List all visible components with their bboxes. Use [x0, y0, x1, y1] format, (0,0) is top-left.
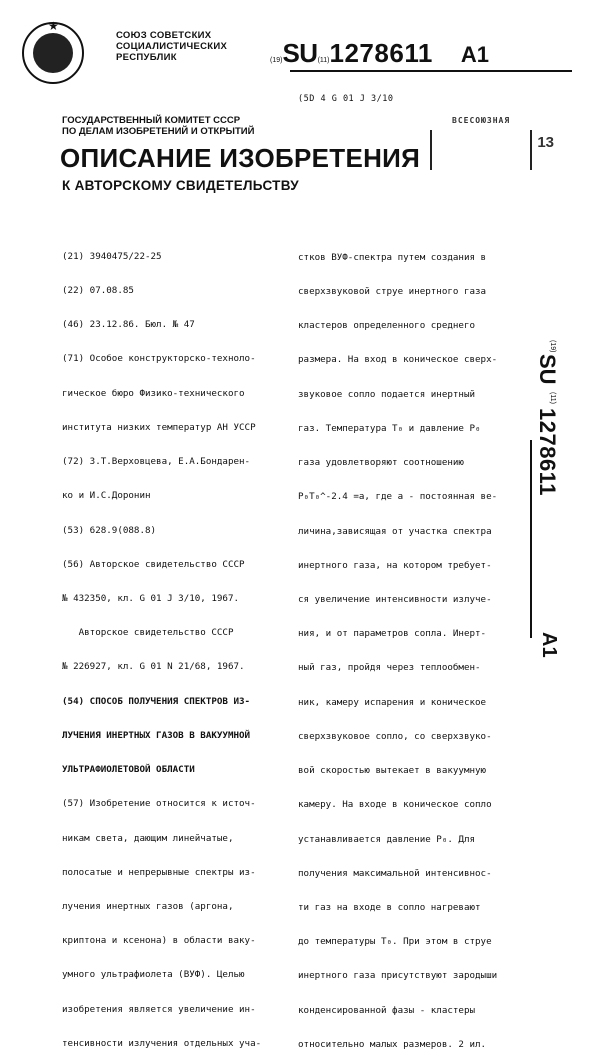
text-line: конденсированной фазы - кластеры [298, 1004, 476, 1016]
text-line: размера. На вход в коническое сверх- [298, 354, 498, 366]
text-line: ник, камеру испарения и коническое [298, 696, 487, 708]
text-line: ся увеличение интенсивности излуче- [298, 594, 492, 605]
text-line: звуковое сопло подается инертный [298, 388, 476, 400]
side-country-code: SU [535, 354, 560, 385]
text-line: вой скоростью вытекает в вакуумную [298, 765, 487, 777]
text-line: (56) Авторское свидетельство СССР [62, 558, 245, 570]
side-patent-number: 1278611 [535, 408, 560, 496]
patent-identifier [270, 38, 489, 68]
text-line: (22) 07.08.85 [62, 285, 134, 297]
text-line: гическое бюро Физико-технического [62, 387, 245, 399]
committee [62, 115, 254, 137]
text-line: (53) 628.9(088.8) [62, 524, 157, 536]
text-line: (57) Изобретение относится к источ- [62, 798, 256, 810]
text-line: относительно малых размеров. 2 ил. [298, 1038, 487, 1050]
text-line: Авторское свидетельство СССР [62, 627, 234, 639]
committee-line: ПО ДЕЛАМ ИЗОБРЕТЕНИЙ И ОТКРЫТИЙ [62, 126, 255, 137]
text-line: ный газ, пройдя через теплообмен- [298, 662, 481, 674]
star-icon: ★ [48, 19, 59, 33]
side-code-19: (19) [549, 340, 556, 353]
text-line: инертного газа, на котором требует- [298, 559, 492, 571]
text-line: стков ВУФ-спектра путем создания в [298, 251, 487, 263]
text-line: изобретения является увеличение ин- [62, 1003, 256, 1015]
text-line: ко и И.С.Доронин [62, 490, 151, 502]
document-title: ОПИСАНИЕ ИЗОБРЕТЕНИЯ [60, 143, 421, 173]
text-line: ти газ на входе в сопло нагревают [298, 901, 481, 913]
invention-title-line: ЛУЧЕНИЯ ИНЕРТНЫХ ГАЗОВ В ВАКУУМНОЙ [62, 729, 251, 741]
text-line: сверхзвуковой струе инертного газа [298, 286, 487, 298]
text-line: никам света, дающим линейчатые, [62, 832, 234, 844]
issuing-state [116, 30, 236, 63]
text-line: ния, и от параметров сопла. Инерт- [298, 628, 487, 640]
text-line: умного ультрафиолета (ВУФ). Целью [62, 969, 245, 981]
side-patent-identifier [532, 340, 560, 670]
kind-code: A1 [460, 42, 489, 67]
text-line: (46) 23.12.86. Бюл. № 47 [62, 319, 195, 331]
state-emblem-icon [22, 19, 84, 84]
ipc-classification: (5D 4 G 01 J 3/10 [298, 94, 394, 104]
text-line: P₀T₀^-2.4 =a, где a - постоянная ве- [298, 491, 498, 503]
document-subtitle: К АВТОРСКОМУ СВИДЕТЕЛЬСТВУ [62, 178, 299, 193]
text-line: устанавливается давление P₀. Для [298, 833, 476, 845]
stamp-text: ВСЕСОЮЗНАЯ [452, 116, 511, 125]
union-line: СОЮЗ СОВЕТСКИХ [116, 30, 212, 41]
text-line: (72) З.Т.Верховцева, Е.А.Бондарен- [62, 456, 251, 468]
invention-title-line: (54) СПОСОБ ПОЛУЧЕНИЯ СПЕКТРОВ ИЗ- [62, 695, 251, 707]
text-line: полосатые и непрерывные спектры из- [62, 866, 256, 878]
union-line: РЕСПУБЛИК [116, 52, 177, 63]
patent-number: 1278611 [329, 38, 433, 68]
stamp-bracket [430, 130, 442, 170]
text-line: криптона и ксенона) в области ваку- [62, 935, 256, 947]
invention-title-line: УЛЬТРАФИОЛЕТОВОЙ ОБЛАСТИ [62, 764, 195, 776]
side-code-11: (11) [549, 392, 556, 404]
text-line: газ. Температура T₀ и давление P₀ [298, 422, 481, 434]
text-line: кластеров определенного среднего [298, 320, 476, 332]
text-line: сверхзвуковое сопло, со сверхзвуко- [298, 730, 492, 742]
text-line: получения максимальной интенсивнос- [298, 867, 492, 879]
text-line: (21) 3940475/22-25 [62, 250, 162, 262]
union-line: СОЦИАЛИСТИЧЕСКИХ [116, 41, 228, 52]
text-line: личина,зависящая от участка спектра [298, 525, 492, 537]
globe-icon [33, 33, 73, 73]
bibliographic-column [62, 228, 277, 1061]
text-line: лучения инертных газов (аргона, [62, 900, 234, 912]
stamp-bracket [520, 130, 532, 170]
committee-line: ГОСУДАРСТВЕННЫЙ КОМИТЕТ СССР [62, 115, 241, 126]
side-kind-code: A1 [538, 632, 560, 658]
text-line: № 432350, кл. G 01 J 3/10, 1967. [62, 593, 240, 604]
country-code: SU [282, 38, 318, 68]
text-line: (71) Особое конструкторско-техноло- [62, 353, 256, 365]
divider [290, 70, 572, 72]
code-19: (19) [270, 57, 283, 64]
text-line: № 226927, кл. G 01 N 21/68, 1967. [62, 661, 245, 673]
text-line: до температуры T₀. При этом в струе [298, 936, 492, 948]
stamp-number: 13 [537, 134, 554, 151]
library-stamp [422, 114, 554, 178]
text-line: инертного газа присутствуют зародыши [298, 970, 498, 982]
code-11: (11) [317, 57, 330, 64]
text-line: газа удовлетворяют соотношению [298, 457, 464, 469]
abstract-column [298, 229, 513, 1062]
text-line: камеру. На входе в коническое сопло [298, 799, 492, 811]
text-line: тенсивности излучения отдельных уча- [62, 1037, 262, 1049]
text-line: института низких температур АН УССР [62, 421, 256, 433]
